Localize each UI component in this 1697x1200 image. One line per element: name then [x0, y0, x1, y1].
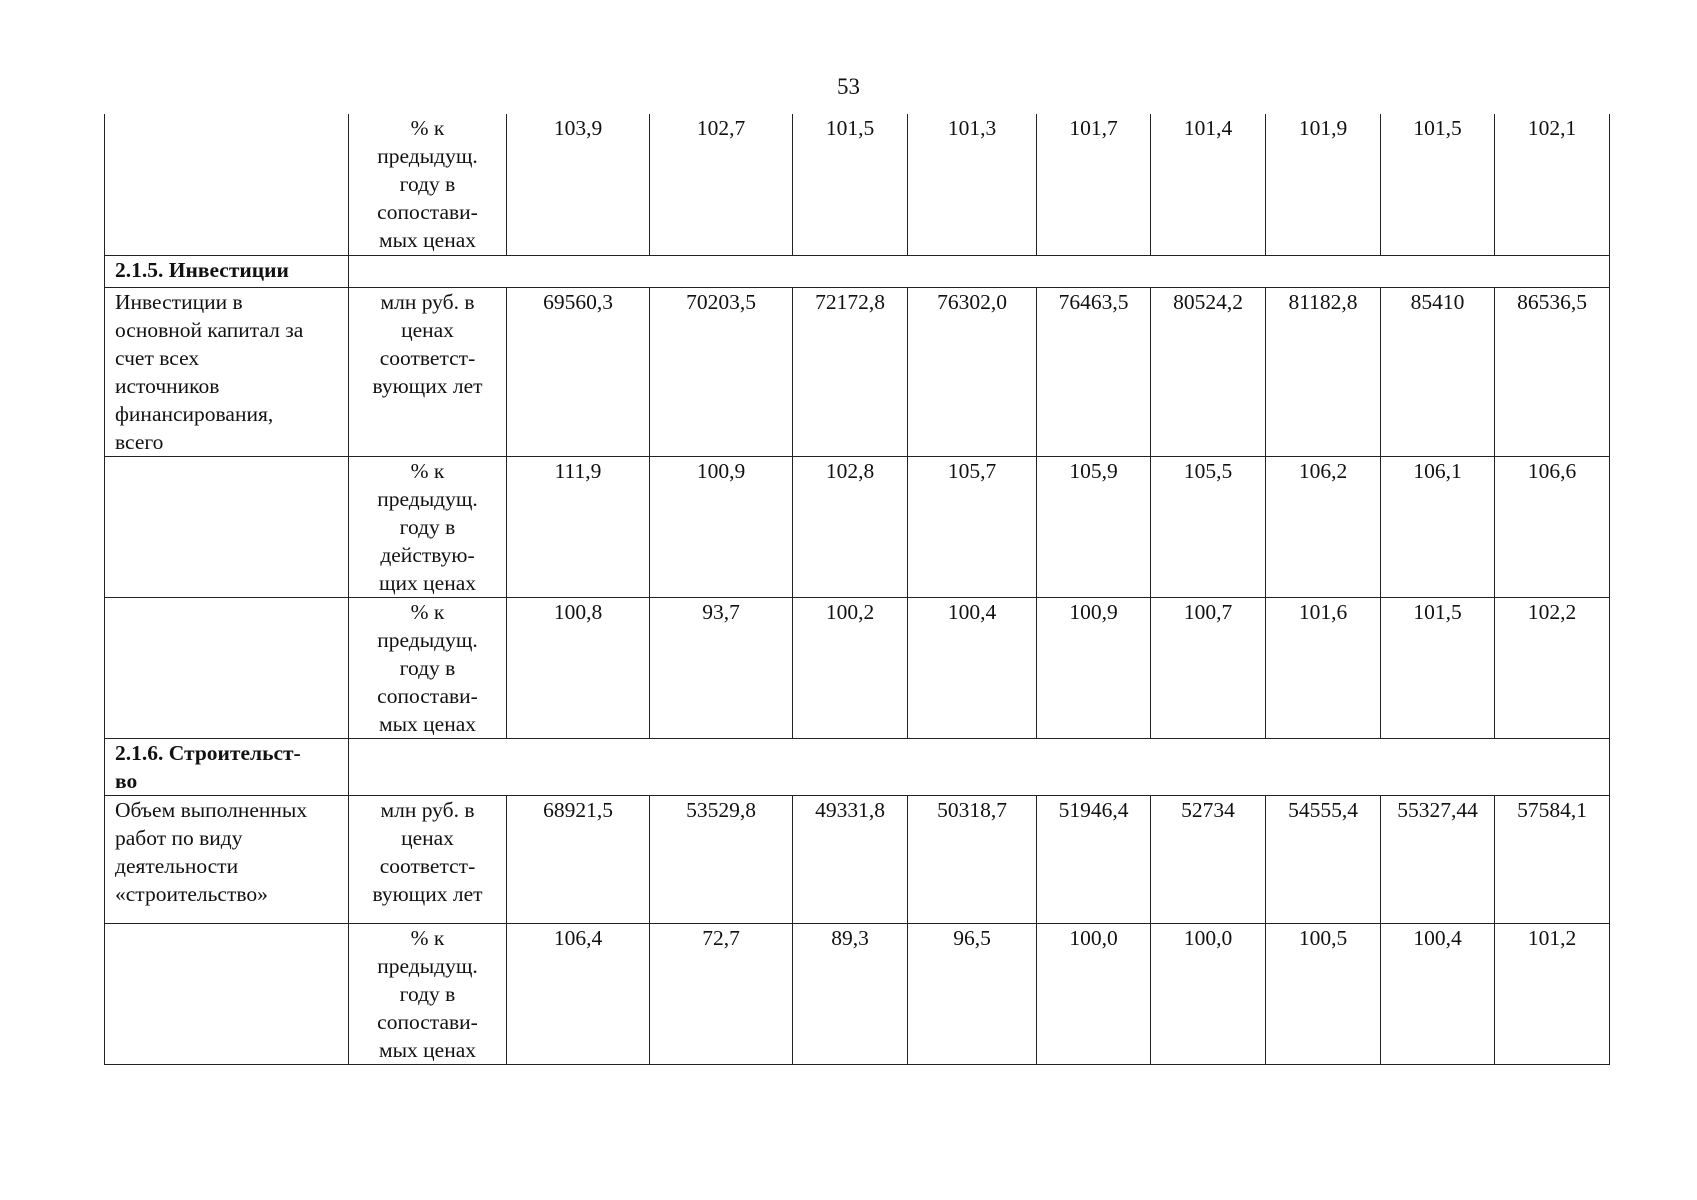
cell-line: щих ценах — [378, 570, 477, 595]
value-cell: 102,7 — [650, 114, 793, 255]
value-cell: 101,3 — [908, 114, 1037, 255]
value-cell: 103,9 — [507, 114, 650, 255]
value-cell: 72,7 — [650, 923, 793, 1064]
value-cell: 100,9 — [1037, 597, 1151, 738]
cell-line: во — [115, 768, 138, 793]
section-row — [105, 738, 1610, 795]
cell-line: предыдущ. — [377, 486, 478, 511]
value-cell: 76302,0 — [908, 287, 1037, 456]
unit-cell — [349, 114, 507, 255]
value-cell: 72172,8 — [793, 287, 908, 456]
table-row — [105, 114, 1610, 255]
table-row — [105, 287, 1610, 456]
indicator-cell — [105, 597, 349, 738]
table-row — [105, 456, 1610, 597]
unit-cell — [349, 456, 507, 597]
value-cell: 100,4 — [908, 597, 1037, 738]
cell-line: % к — [410, 925, 445, 950]
value-cell: 111,9 — [507, 456, 650, 597]
cell-line: 2.1.5. Инвестиции — [115, 257, 289, 282]
cell-line: млн руб. в — [380, 797, 475, 822]
value-cell: 105,7 — [908, 456, 1037, 597]
value-cell: 49331,8 — [793, 795, 908, 923]
section-title — [105, 255, 349, 287]
cell-line: соответст- — [379, 853, 476, 878]
unit-cell — [349, 287, 507, 456]
cell-line: Инвестиции в — [115, 289, 243, 314]
cell-line: году в — [399, 655, 456, 680]
value-cell: 86536,5 — [1495, 287, 1610, 456]
value-cell: 100,7 — [1151, 597, 1266, 738]
cell-line: % к — [410, 458, 445, 483]
value-cell: 102,1 — [1495, 114, 1610, 255]
cell-line: ценах — [401, 317, 454, 342]
cell-line: источников — [115, 373, 220, 398]
cell-line: мых ценах — [378, 711, 477, 736]
value-cell: 106,2 — [1266, 456, 1381, 597]
indicator-cell — [105, 795, 349, 923]
value-cell: 52734 — [1151, 795, 1266, 923]
cell-line: соответст- — [379, 345, 476, 370]
table-row — [105, 923, 1610, 1064]
value-cell: 68921,5 — [507, 795, 650, 923]
cell-line: предыдущ. — [377, 144, 478, 168]
cell-line: ценах — [401, 825, 454, 850]
value-cell: 57584,1 — [1495, 795, 1610, 923]
section-empty-cell — [349, 255, 1610, 287]
value-cell: 100,9 — [650, 456, 793, 597]
table-row — [105, 597, 1610, 738]
cell-line: предыдущ. — [377, 953, 478, 978]
cell-line: 2.1.6. Строительст- — [115, 740, 301, 765]
unit-cell — [349, 795, 507, 923]
value-cell: 80524,2 — [1151, 287, 1266, 456]
section-title — [105, 738, 349, 795]
section-row — [105, 255, 1610, 287]
cell-line: Объем выполненных — [115, 797, 308, 822]
cell-line: действую- — [380, 542, 475, 567]
value-cell: 101,4 — [1151, 114, 1266, 255]
value-cell: 85410 — [1381, 287, 1495, 456]
value-cell: 102,2 — [1495, 597, 1610, 738]
value-cell: 69560,3 — [507, 287, 650, 456]
cell-line: «строительство» — [115, 881, 268, 906]
cell-line: % к — [410, 599, 445, 624]
value-cell: 101,5 — [1381, 114, 1495, 255]
value-cell: 106,1 — [1381, 456, 1495, 597]
indicator-cell — [105, 287, 349, 456]
value-cell: 55327,44 — [1381, 795, 1495, 923]
cell-line: финансирования, — [115, 401, 274, 426]
cell-line: деятельности — [115, 853, 239, 878]
value-cell: 100,0 — [1151, 923, 1266, 1064]
indicators-table — [104, 114, 1610, 1065]
cell-line: сопостави- — [377, 683, 478, 708]
page-number: 53 — [837, 74, 860, 99]
cell-line: мых ценах — [378, 228, 477, 252]
value-cell: 101,6 — [1266, 597, 1381, 738]
cell-line: счет всех — [115, 345, 200, 370]
value-cell: 102,8 — [793, 456, 908, 597]
value-cell: 100,2 — [793, 597, 908, 738]
cell-line: всего — [115, 429, 164, 454]
cell-line: вующих лет — [372, 881, 483, 906]
value-cell: 51946,4 — [1037, 795, 1151, 923]
cell-line: сопостави- — [377, 200, 478, 224]
value-cell: 100,8 — [507, 597, 650, 738]
value-cell: 96,5 — [908, 923, 1037, 1064]
value-cell: 101,2 — [1495, 923, 1610, 1064]
value-cell: 89,3 — [793, 923, 908, 1064]
value-cell: 105,5 — [1151, 456, 1266, 597]
value-cell: 106,6 — [1495, 456, 1610, 597]
section-empty-cell — [349, 738, 1610, 795]
cell-line: основной капитал за — [115, 317, 304, 342]
unit-cell — [349, 923, 507, 1064]
cell-line: млн руб. в — [380, 289, 475, 314]
unit-cell — [349, 597, 507, 738]
value-cell: 101,5 — [1381, 597, 1495, 738]
value-cell: 54555,4 — [1266, 795, 1381, 923]
cell-line: году в — [399, 981, 456, 1006]
cell-line: работ по виду — [115, 825, 243, 850]
value-cell: 100,0 — [1037, 923, 1151, 1064]
indicator-cell — [105, 456, 349, 597]
cell-line: сопостави- — [377, 1009, 478, 1034]
value-cell: 93,7 — [650, 597, 793, 738]
value-cell: 105,9 — [1037, 456, 1151, 597]
value-cell: 101,7 — [1037, 114, 1151, 255]
indicator-cell — [105, 114, 349, 255]
value-cell: 50318,7 — [908, 795, 1037, 923]
indicator-cell — [105, 923, 349, 1064]
cell-line: году в — [399, 514, 456, 539]
cell-line: вующих лет — [372, 373, 483, 398]
cell-line: % к — [410, 116, 445, 140]
value-cell: 101,5 — [793, 114, 908, 255]
value-cell: 100,5 — [1266, 923, 1381, 1064]
value-cell: 76463,5 — [1037, 287, 1151, 456]
value-cell: 100,4 — [1381, 923, 1495, 1064]
value-cell: 53529,8 — [650, 795, 793, 923]
value-cell: 81182,8 — [1266, 287, 1381, 456]
cell-line: году в — [399, 172, 456, 196]
value-cell: 70203,5 — [650, 287, 793, 456]
cell-line: предыдущ. — [377, 627, 478, 652]
cell-line: мых ценах — [378, 1037, 477, 1062]
value-cell: 101,9 — [1266, 114, 1381, 255]
value-cell: 106,4 — [507, 923, 650, 1064]
table-row — [105, 795, 1610, 923]
